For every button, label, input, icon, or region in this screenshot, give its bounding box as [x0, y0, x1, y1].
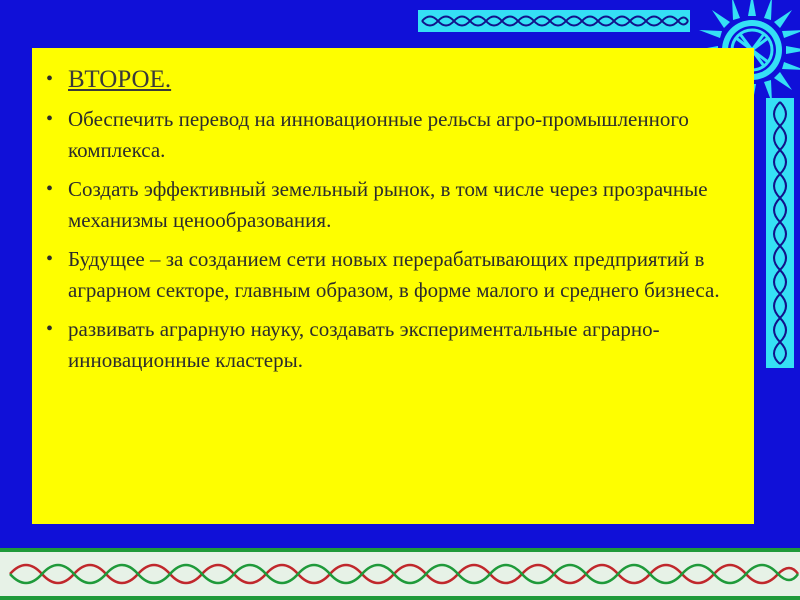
bullet-text: Создать эффективный земельный рынок, в том числе через прозрачные механизмы ценообразования. [68, 177, 708, 232]
ornament-right-icon [762, 98, 798, 368]
bullet-text: развивать аграрную науку, создавать экспериментальные аграрно-инновационные кластеры. [68, 317, 660, 372]
bullet-marker: • [46, 68, 54, 90]
bullet-marker: • [46, 318, 54, 340]
bullet-marker: • [46, 248, 54, 270]
ornament-top-icon [418, 10, 690, 32]
bullet-item [46, 104, 742, 166]
bullet-marker: • [46, 108, 54, 130]
bullet-text: Будущее – за созданием сети новых перерабатывающих предприятий в аграрном секторе, главным образом, в форме малого и среднего бизнеса. [68, 247, 720, 302]
ornament-bottom-icon [0, 548, 800, 600]
bullet-marker: • [46, 178, 54, 200]
content-box [32, 48, 754, 524]
bullet-item [46, 244, 742, 306]
bullet-list [46, 64, 742, 384]
bullet-item [46, 314, 742, 376]
slide-heading: ВТОРОЕ. [68, 66, 172, 93]
bullet-text: Обеспечить перевод на инновационные рельсы агро-промышленного комплекса. [68, 107, 689, 162]
bullet-heading [46, 64, 742, 96]
bullet-item [46, 174, 742, 236]
